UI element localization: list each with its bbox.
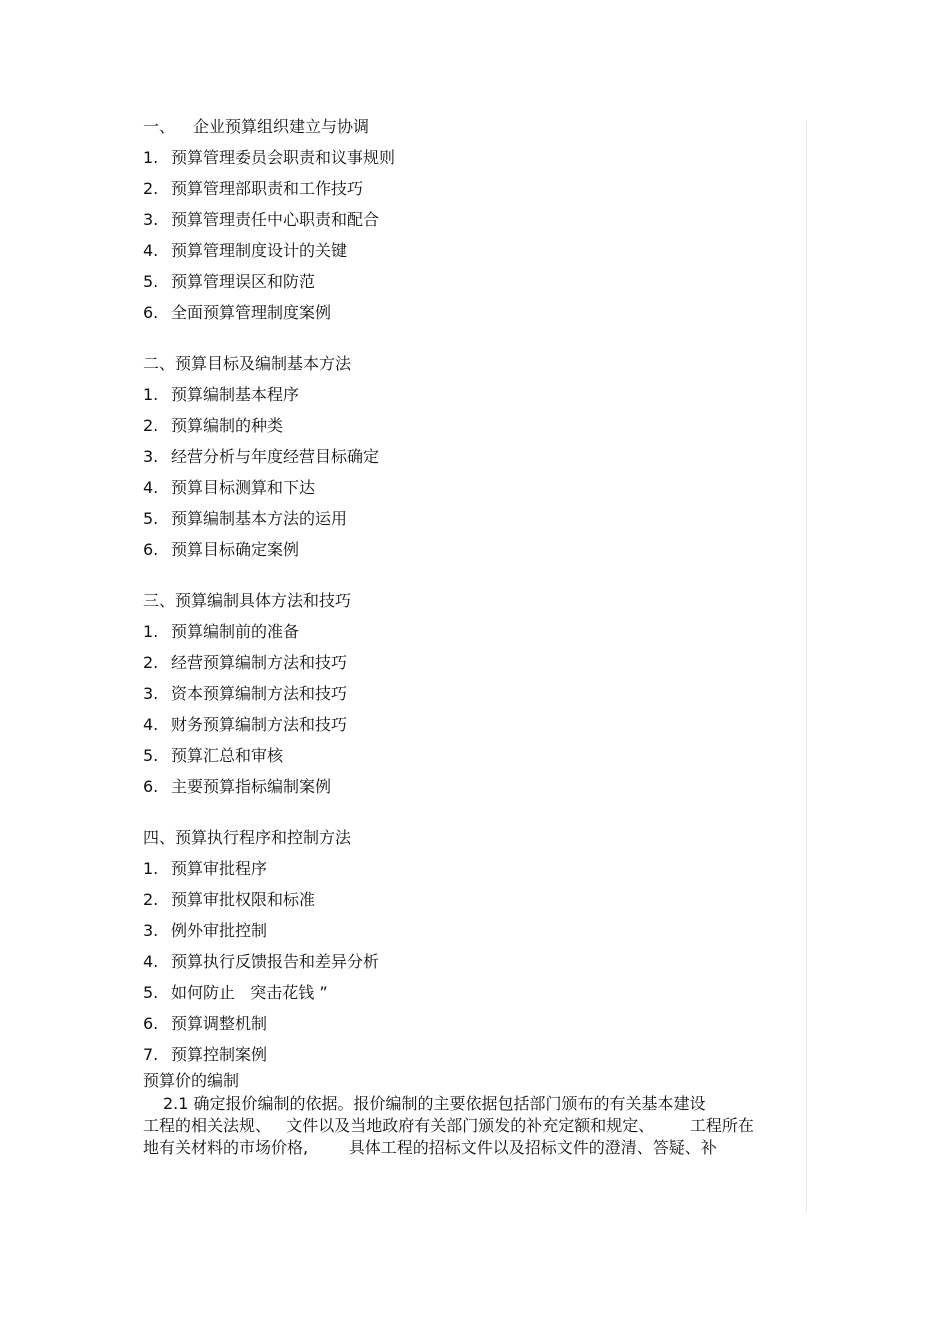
item-text: 经营预算编制方法和技巧: [171, 653, 348, 672]
item-text: 主要预算指标编制案例: [171, 777, 332, 796]
item-text: 预算管理误区和防范: [171, 272, 316, 291]
list-item: [143, 148, 807, 168]
list-item: [143, 859, 807, 879]
list-item: [143, 478, 807, 498]
list-item: [143, 746, 807, 766]
item-text: 预算管理制度设计的关键: [171, 241, 348, 260]
item-number: 4.: [143, 241, 159, 260]
section-spacer: [143, 797, 807, 828]
item-text: 例外审批控制: [171, 921, 268, 940]
list-item: [143, 952, 807, 972]
item-text: 预算汇总和审核: [171, 746, 284, 765]
item-number: 4.: [143, 952, 159, 971]
paragraph-line: 2.1 确定报价编制的依据。报价编制的主要依据包括部门颁布的有关基本建设: [163, 1094, 706, 1113]
item-number: 3.: [143, 210, 159, 229]
list-item: [143, 509, 807, 529]
item-number: 1.: [143, 859, 159, 878]
item-number: 6.: [143, 303, 159, 322]
item-number: 5.: [143, 746, 159, 765]
paragraph-line: 地有关材料的市场价格, 具体工程的招标文件以及招标文件的澄清、答疑、补: [143, 1138, 717, 1157]
item-text: 预算编制基本方法的运用: [171, 509, 348, 528]
section-spacer: [143, 560, 807, 591]
item-number: 2.: [143, 416, 159, 435]
section-title: [143, 117, 807, 137]
item-number: 2.: [143, 653, 159, 672]
section-3: [143, 591, 807, 797]
list-item: [143, 921, 807, 941]
section-title: 三、预算编制具体方法和技巧: [143, 591, 352, 610]
item-number: 5.: [143, 983, 159, 1002]
item-text: 预算审批权限和标准: [171, 890, 316, 909]
list-item: [143, 272, 807, 292]
section-4: [143, 828, 807, 1065]
item-number: 7.: [143, 1045, 159, 1064]
list-item: [143, 210, 807, 230]
item-number: 3.: [143, 684, 159, 703]
item-number: 3.: [143, 447, 159, 466]
list-item: [143, 684, 807, 704]
body-paragraph: [143, 1093, 807, 1159]
section-1: [143, 117, 807, 323]
item-text: 预算编制前的准备: [171, 622, 300, 641]
item-text: 预算审批程序: [171, 859, 268, 878]
item-number: 6.: [143, 777, 159, 796]
list-item: [143, 179, 807, 199]
paragraph-line: 工程的相关法规、 文件以及当地政府有关部门颁发的补充定额和规定、 工程所在: [143, 1116, 754, 1135]
list-item: [143, 715, 807, 735]
list-item: [143, 416, 807, 436]
item-number: 2.: [143, 890, 159, 909]
list-item: [143, 1014, 807, 1034]
section-title: 二、预算目标及编制基本方法: [143, 354, 352, 373]
list-item: [143, 385, 807, 405]
item-number: 1.: [143, 148, 159, 167]
item-number: 4.: [143, 478, 159, 497]
item-text: 预算目标测算和下达: [171, 478, 316, 497]
item-text: 预算管理委员会职责和议事规则: [171, 148, 396, 167]
item-number: 1.: [143, 385, 159, 404]
section-title: 四、预算执行程序和控制方法: [143, 828, 352, 847]
list-item: [143, 983, 807, 1003]
item-number: 2.: [143, 179, 159, 198]
list-item: [143, 447, 807, 467]
list-item: [143, 241, 807, 261]
item-text: 如何防止 突击花钱 ”: [171, 983, 328, 1002]
item-text: 全面预算管理制度案例: [171, 303, 332, 322]
item-number: 5.: [143, 272, 159, 291]
item-number: 4.: [143, 715, 159, 734]
item-text: 预算执行反馈报告和差异分析: [171, 952, 380, 971]
section-2: [143, 354, 807, 560]
section-title-text: 企业预算组织建立与协调: [193, 117, 370, 136]
item-text: 预算调整机制: [171, 1014, 268, 1033]
item-number: 6.: [143, 1014, 159, 1033]
section-prefix: 一、: [143, 117, 176, 136]
item-number: 3.: [143, 921, 159, 940]
item-text: 预算管理责任中心职责和配合: [171, 210, 380, 229]
list-item: [143, 653, 807, 673]
sub-heading: 预算价的编制: [143, 1071, 240, 1090]
list-item: [143, 540, 807, 560]
item-number: 6.: [143, 540, 159, 559]
item-number: 5.: [143, 509, 159, 528]
document-body: [143, 117, 807, 1159]
section-spacer: [143, 323, 807, 354]
item-text: 财务预算编制方法和技巧: [171, 715, 348, 734]
item-text: 经营分析与年度经营目标确定: [171, 447, 380, 466]
item-text: 预算编制的种类: [171, 416, 284, 435]
list-item: [143, 777, 807, 797]
item-text: 预算编制基本程序: [171, 385, 300, 404]
item-text: 预算目标确定案例: [171, 540, 300, 559]
list-item: [143, 1045, 807, 1065]
item-text: 预算管理部职责和工作技巧: [171, 179, 364, 198]
list-item: [143, 622, 807, 642]
item-text: 资本预算编制方法和技巧: [171, 684, 348, 703]
item-text: 预算控制案例: [171, 1045, 268, 1064]
list-item: [143, 303, 807, 323]
list-item: [143, 890, 807, 910]
item-number: 1.: [143, 622, 159, 641]
